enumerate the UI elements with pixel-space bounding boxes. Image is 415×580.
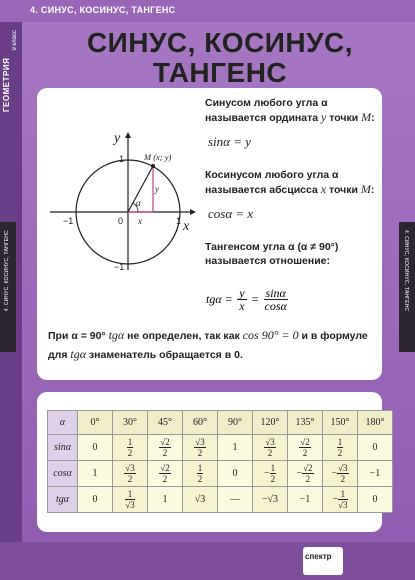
tick-neg1-bottom: −1 [114, 262, 125, 272]
cos-definition-line-2 [205, 182, 374, 197]
cell-numerator: 1 [125, 489, 134, 500]
table-cell-cos [148, 461, 183, 487]
header-angle: 135° [288, 411, 323, 435]
sin-def-text-a: называется ордината [205, 112, 322, 124]
note-line-1 [48, 326, 378, 345]
cell-fraction [194, 437, 205, 458]
note-line-2 [48, 345, 378, 364]
table-cell-sin: 0 [78, 435, 113, 461]
x-axis-label: x [183, 219, 190, 234]
cell-numerator: √3 [338, 463, 348, 473]
header-angle: 60° [183, 411, 218, 435]
cell-fraction [159, 463, 170, 484]
cell-numerator: 1 [337, 437, 343, 447]
tg-formula [206, 287, 346, 317]
cell-denominator: 2 [127, 474, 133, 484]
cell-denominator: 2 [305, 474, 311, 484]
table-row-tg [48, 487, 393, 513]
cell-fraction [125, 489, 134, 510]
sin-formula: sinα = y [208, 134, 252, 149]
sin-def-m: M [361, 110, 372, 124]
header-angle: 45° [148, 411, 183, 435]
cos-definition-line-1: Косинусом любого угла α [205, 169, 339, 181]
cell-sign: − [296, 468, 303, 479]
table-cell-cos: −1 [358, 461, 393, 487]
cell-numerator: 1 [127, 437, 133, 447]
cell-fraction [124, 463, 135, 484]
segment-x-label: x [138, 216, 142, 226]
point-m [151, 164, 155, 168]
tg-90-note [48, 326, 378, 364]
subject-label: ГЕОМЕТРИЯ [2, 57, 11, 112]
sin-definition [205, 96, 375, 125]
table-cell-cos [288, 461, 323, 487]
header-angle: 30° [113, 411, 148, 435]
side-tab-right-text: 4. СИНУС, КОСИНУС, ТАНГЕНС [403, 230, 409, 312]
table-cell-cos: 0 [218, 461, 253, 487]
table-row-sin [48, 435, 393, 461]
cell-denominator: √3 [125, 500, 135, 510]
cell-denominator: 2 [197, 448, 203, 458]
origin-label: 0 [118, 216, 124, 226]
header-angle: 0° [78, 411, 113, 435]
table-cell-sin [148, 435, 183, 461]
note-text-b: не определен, так как [124, 330, 243, 342]
table-cell-cos [323, 461, 358, 487]
cell-fraction [299, 437, 310, 458]
table-cell-cos [183, 461, 218, 487]
trig-values-table [47, 410, 393, 513]
table-cell-tg: −1 [288, 487, 323, 513]
cell-denominator: 2 [302, 448, 308, 458]
cell-numerator: 1 [338, 489, 347, 500]
table-cell-sin [288, 435, 323, 461]
cell-fraction [127, 437, 134, 458]
sin-definition-line-1: Синусом любого угла α [205, 97, 328, 109]
sin-def-y: y [321, 110, 327, 124]
tg-num-sin: sinα [265, 286, 286, 300]
header-angle: 150° [323, 411, 358, 435]
tick-1-top: 1 [119, 154, 125, 164]
cell-denominator: 2 [162, 474, 168, 484]
cell-fraction [197, 463, 204, 484]
cell-numerator: √2 [300, 437, 310, 447]
sin-def-text-b: точки [326, 112, 362, 124]
tg-definition-line-2: называется отношение: [205, 255, 331, 267]
cell-denominator: 2 [270, 474, 276, 484]
tg-fraction-sincos [264, 287, 288, 312]
cell-fraction [337, 463, 348, 484]
cell-denominator: 2 [197, 474, 203, 484]
note-tg-1: tgα [108, 328, 125, 342]
cell-fraction [338, 489, 347, 510]
tg-definition [205, 240, 338, 268]
table-cell-tg: 1 [148, 487, 183, 513]
table-cell-tg: — [218, 487, 253, 513]
note-text-d: для [48, 349, 71, 361]
table-cell-cos [113, 461, 148, 487]
header-alpha: α [48, 411, 78, 435]
cell-numerator: √2 [160, 463, 170, 473]
table-cell-sin [183, 435, 218, 461]
cell-sign: − [263, 468, 270, 479]
cos-formula: cosα = x [208, 206, 254, 221]
row-label-tg: tgα [48, 487, 78, 513]
cos-def-m: M [360, 182, 371, 196]
tick-1-right: 1 [176, 216, 182, 226]
row-label-cos: cosα [48, 461, 78, 487]
header-angle: 180° [358, 411, 393, 435]
table-cell-tg: 0 [78, 487, 113, 513]
y-axis-label: y [114, 131, 121, 146]
table-header-row [48, 411, 393, 435]
x-axis-arrow [190, 209, 196, 215]
note-text-c: и в формуле [298, 330, 368, 342]
segment-y-label: y [155, 184, 159, 194]
cell-denominator: 2 [337, 448, 343, 458]
side-tab-left [0, 222, 16, 352]
tg-definition-line-1: Тангенсом угла α (α ≠ 90°) [205, 241, 339, 253]
side-tab-left-text: 4. СИНУС, КОСИНУС, ТАНГЕНС [4, 230, 10, 312]
row-label-sin: sinα [48, 435, 78, 461]
cell-numerator: √3 [125, 463, 135, 473]
table-cell-sin [323, 435, 358, 461]
table-cell-sin [253, 435, 288, 461]
table-cell-cos [253, 461, 288, 487]
title-line-2: ТАНГЕНС [152, 57, 288, 88]
table-cell-sin: 0 [358, 435, 393, 461]
tg-den-cos: cosα [264, 299, 287, 313]
cell-denominator: 2 [267, 448, 273, 458]
cos-def-text-b: точки [326, 184, 361, 196]
tg-lhs-text: tgα = [206, 292, 233, 306]
cell-sign: − [332, 494, 339, 505]
header-angle: 120° [253, 411, 288, 435]
table-cell-tg: √3 [183, 487, 218, 513]
table-cell-cos: 1 [78, 461, 113, 487]
tg-equals [251, 292, 259, 307]
title-line-1: СИНУС, КОСИНУС, [86, 27, 354, 58]
table-cell-tg: −√3 [253, 487, 288, 513]
cell-numerator: √2 [160, 437, 170, 447]
cos-def-colon: : [370, 184, 375, 196]
publisher-logo-text: спектр [305, 552, 332, 561]
grade-label: 9 класс [12, 30, 18, 51]
table-cell-tg [323, 487, 358, 513]
tg-equals-text: = [250, 292, 260, 306]
tg-num-y: y [239, 286, 245, 300]
cell-fraction [159, 437, 170, 458]
cell-numerator: √2 [303, 463, 313, 473]
y-axis-arrow [125, 132, 131, 138]
tg-formula-lhs [206, 292, 233, 307]
sin-def-colon: : [371, 112, 375, 124]
cos-def-text-a: называется абсцисса [205, 184, 321, 196]
cell-fraction [264, 437, 275, 458]
note-cos: cos 90° = 0 [242, 328, 299, 342]
cos-def-x: x [320, 182, 327, 196]
note-text-a: При α = 90° [48, 330, 109, 342]
cos-definition [205, 168, 374, 197]
page-title [40, 28, 400, 88]
table-cell-tg: 0 [358, 487, 393, 513]
cell-fraction [302, 463, 313, 484]
side-tab-right [399, 222, 415, 352]
note-text-e: знаменатель обращается в 0. [86, 349, 243, 361]
sin-definition-line-2 [205, 110, 375, 125]
tick-neg1-left: −1 [63, 216, 74, 226]
cell-denominator: 2 [340, 474, 346, 484]
tg-fraction-yx [237, 287, 246, 312]
footer-bar [0, 542, 415, 580]
note-tg-2: tgα [70, 347, 87, 361]
alpha-label: α [136, 198, 141, 208]
cell-denominator: 2 [127, 448, 133, 458]
table-cell-tg [113, 487, 148, 513]
point-m-label: M (x; y) [144, 152, 172, 162]
cell-numerator: 1 [270, 463, 276, 473]
cell-fraction [337, 437, 344, 458]
table-cell-sin: 1 [218, 435, 253, 461]
cell-numerator: √3 [265, 437, 275, 447]
cell-sign: − [331, 468, 338, 479]
table-cell-sin [113, 435, 148, 461]
cell-denominator: √3 [338, 500, 348, 510]
cell-fraction [270, 463, 277, 484]
cell-denominator: 2 [162, 448, 168, 458]
cell-numerator: 1 [197, 463, 203, 473]
topic-label: 4. СИНУС, КОСИНУС, ТАНГЕНС [30, 5, 176, 15]
header-angle: 90° [218, 411, 253, 435]
unit-circle-diagram [40, 130, 200, 280]
table-row-cos [48, 461, 393, 487]
cell-numerator: √3 [195, 437, 205, 447]
tg-den-x: x [239, 299, 245, 313]
